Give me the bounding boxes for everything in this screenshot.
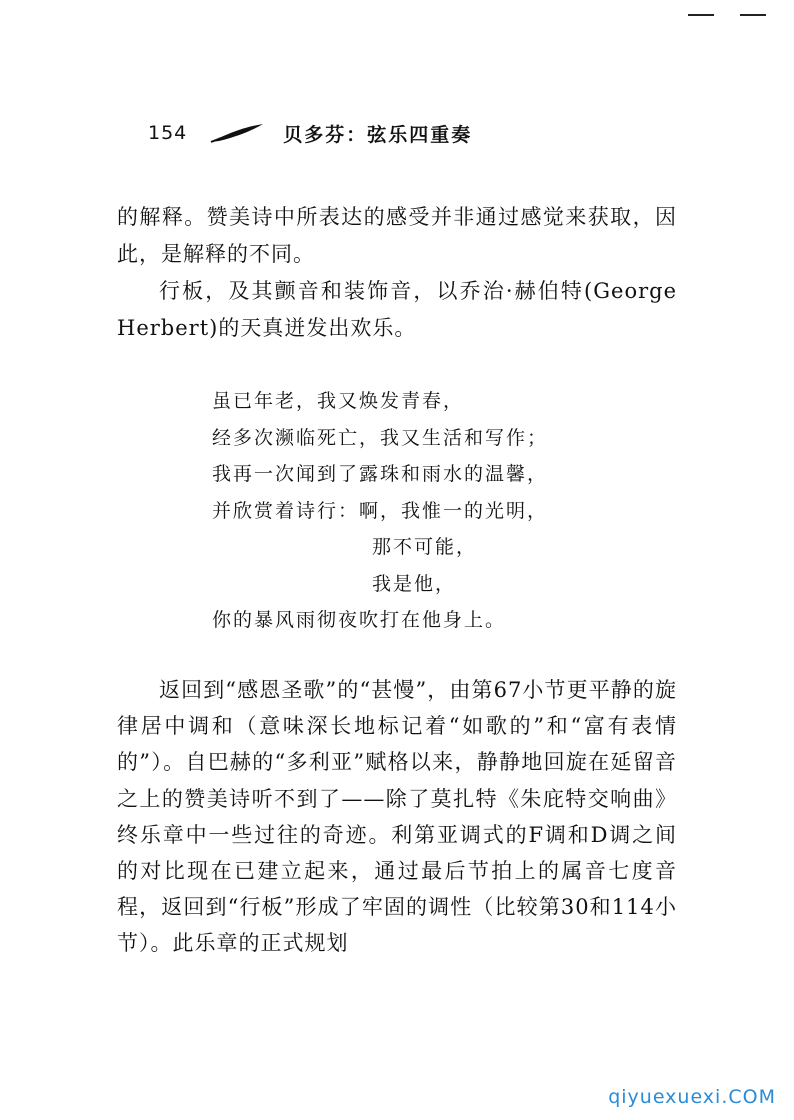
paragraph-3: 返回到“感恩圣歌”的“甚慢”，由第67小节更平静的旋律居中调和（意味深长地标记着“如歌的”和“富有表情的”）。自巴赫的“多利亚”赋格以来，静静地回旋在延留音之上的赞美诗听不到了——除了莫扎特《朱庇特交响曲》终乐章中一些过往的奇迹。利第亚调式的F调和D调之间的对比现在已建立起来，通过最后节拍上的属音七度音程，返回到“行板”形成了牢固的调性（比较第30和114小节）。此乐章的正式规划 [117, 678, 677, 956]
top-corner-marks [688, 14, 766, 16]
poem-line: 我再一次闻到了露珠和雨水的温馨， [212, 463, 549, 485]
poem-line-indented: 那不可能， [372, 536, 478, 558]
corner-dash [688, 14, 714, 16]
page-number: 154 [148, 122, 188, 144]
corner-dash [740, 14, 766, 16]
poem-quotation [212, 383, 548, 639]
quill-icon [209, 122, 265, 144]
page-header [148, 118, 472, 148]
poem-line: 经多次濒临死亡，我又生活和写作； [212, 426, 549, 449]
poem-line: 虽已年老，我又焕发青春， [212, 390, 465, 412]
poem-line: 并欣赏着诗行：啊，我惟一的光明， [212, 499, 549, 522]
paragraph-1: 的解释。赞美诗中所表达的感受并非通过感觉来获取，因此，是解释的不同。 [117, 205, 677, 266]
running-title: 贝多芬：弦乐四重奏 [283, 123, 473, 146]
paragraph-2: 行板，及其颤音和装饰音，以乔治·赫伯特(George Herbert)的天真迸发出欢乐。 [117, 279, 677, 340]
site-watermark: qiyuexuexi.COM [608, 1086, 776, 1108]
poem-line-indented: 我是他， [372, 572, 457, 595]
poem-line: 你的暴风雨彻夜吹打在他身上。 [212, 609, 507, 631]
